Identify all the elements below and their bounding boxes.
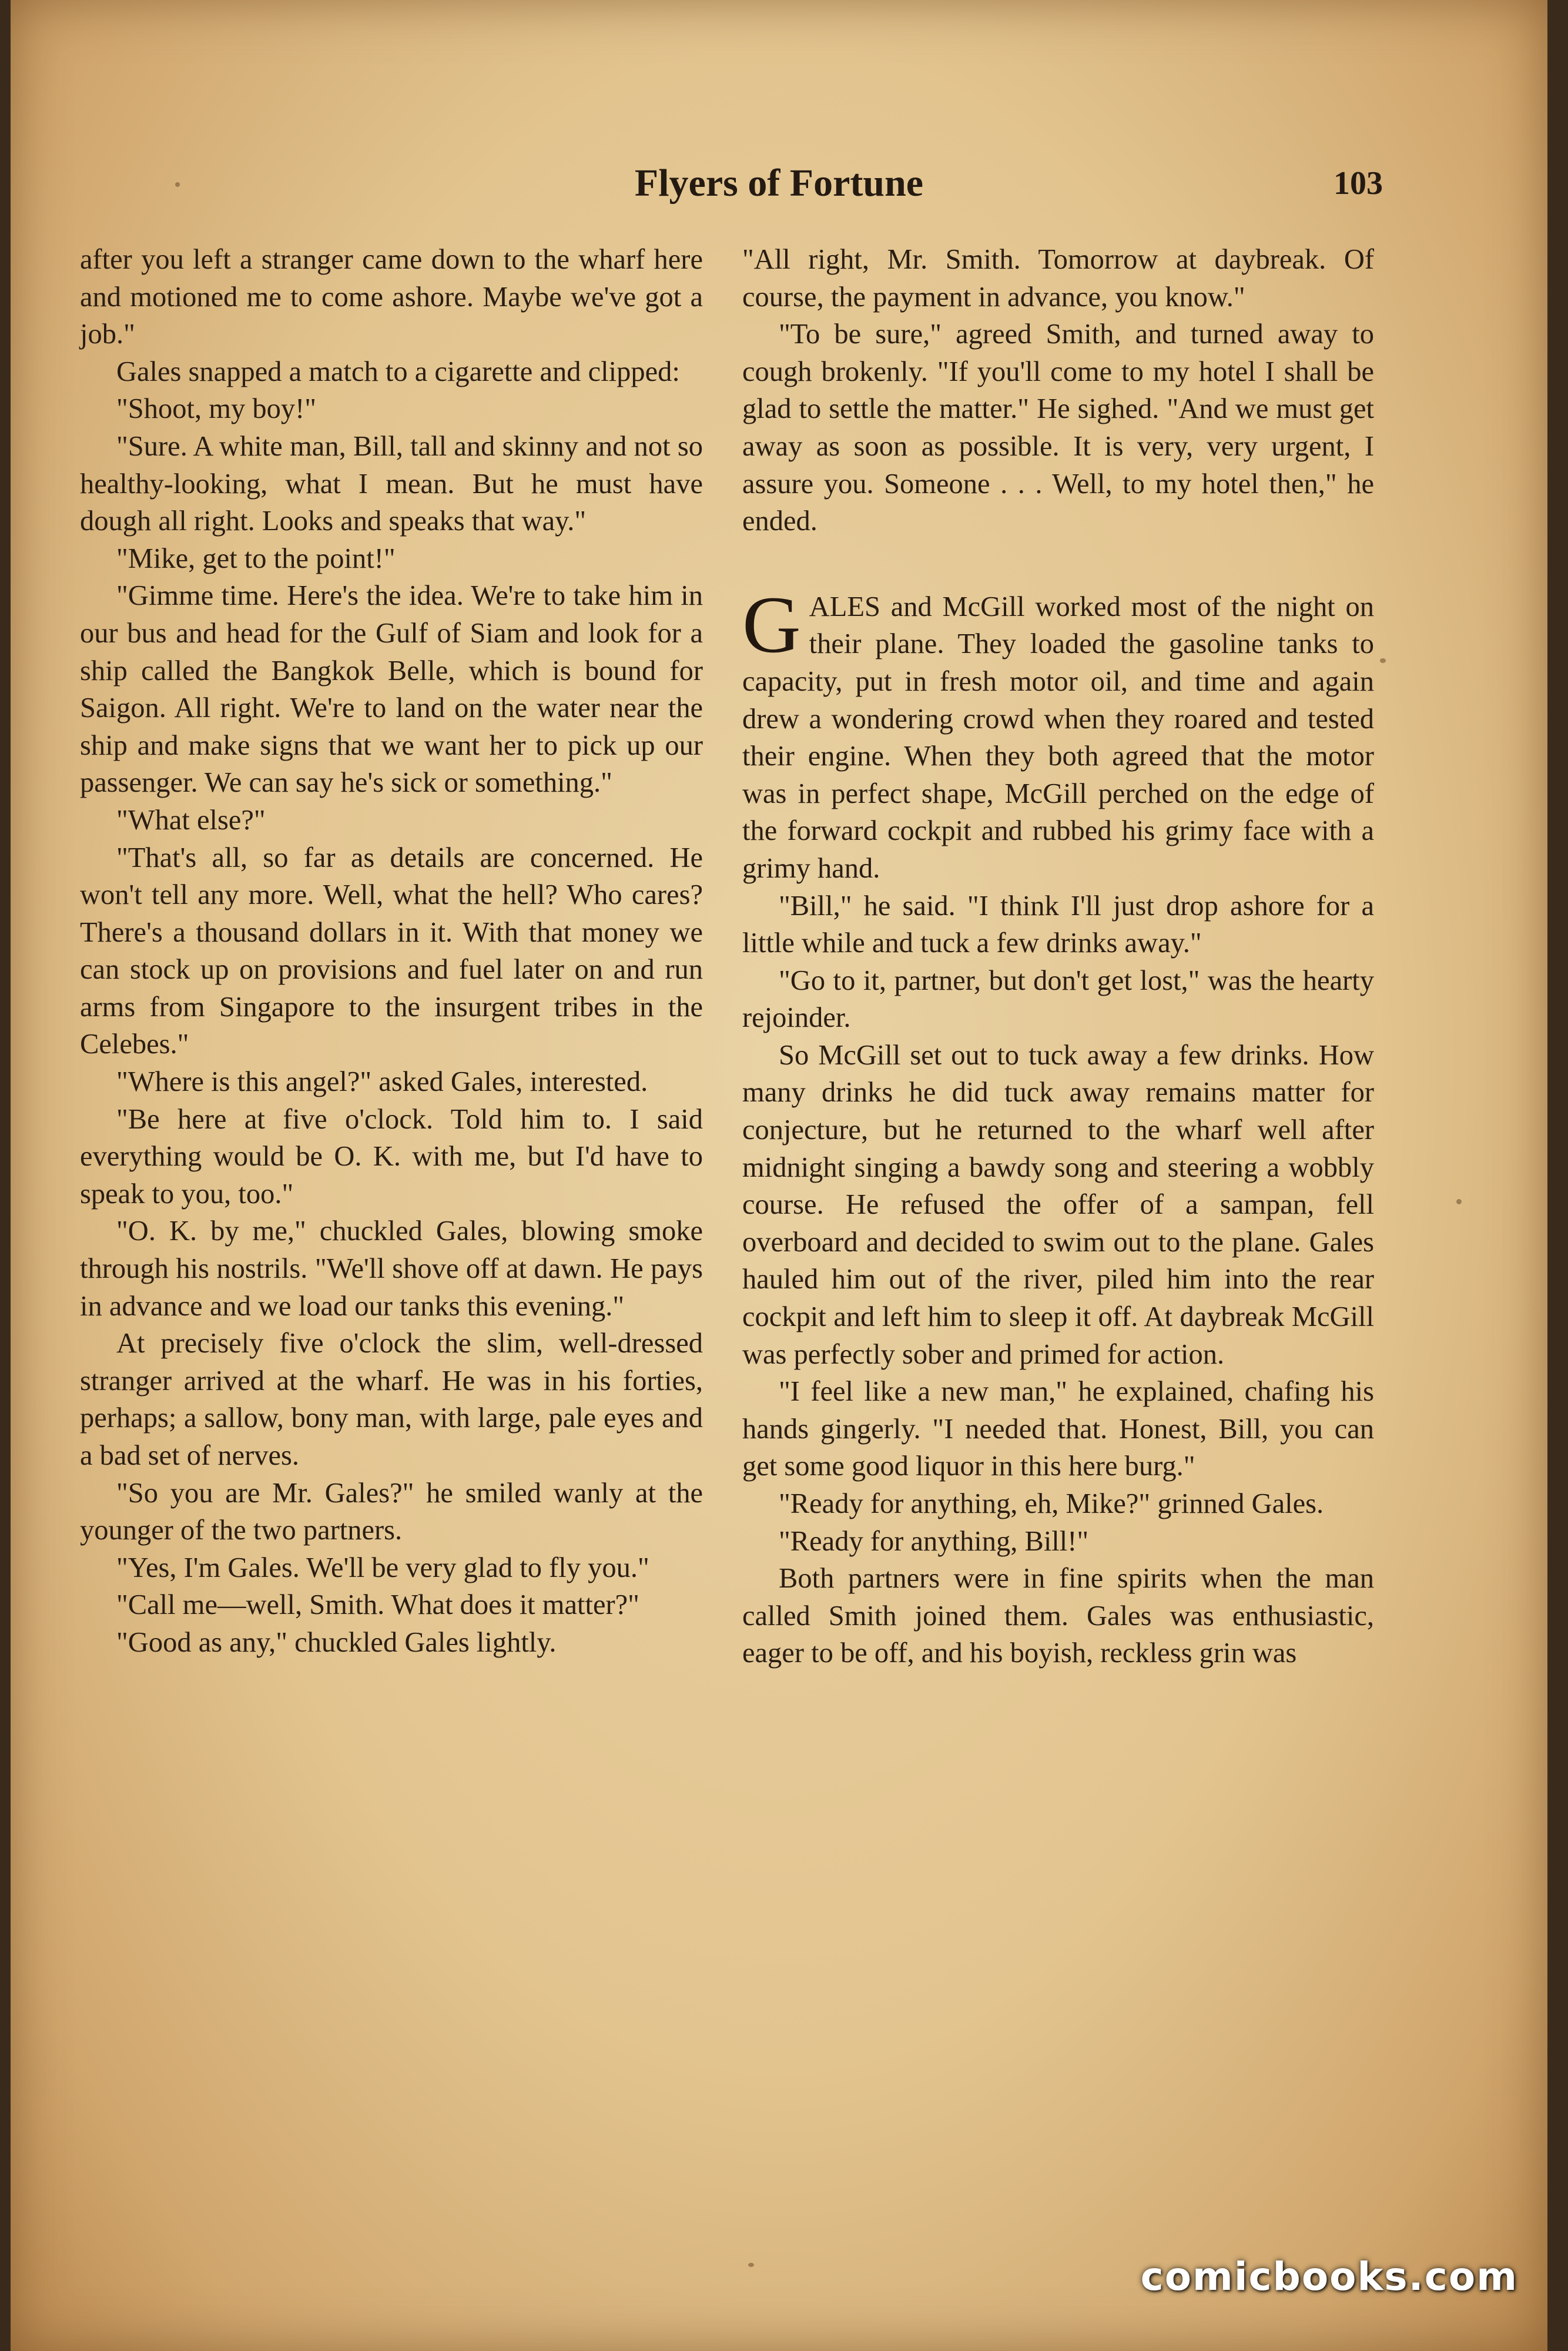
right-column	[742, 241, 1374, 1672]
paragraph: "Gimme time. Here's the idea. We're to take him in our bus and head for the Gulf of Siam and look for a ship called the Bangkok Belle, which is bound for Saigon. All right. We're to land on the water near the ship and make signs that we want her to pick up our passenger. We can say he's sick or something."	[80, 580, 703, 799]
paragraph: "I feel like a new man," he explained, chafing his hands gingerly. "I needed that. Honest, Bill, you can get some good liquor in this here burg."	[742, 1376, 1374, 1482]
paragraph: "Ready for anything, eh, Mike?" grinned Gales.	[779, 1488, 1324, 1519]
paragraph: "All right, Mr. Smith. Tomorrow at daybreak. Of course, the payment in advance, you know."	[742, 244, 1374, 313]
paper-speck	[1380, 658, 1386, 663]
paragraph: "So you are Mr. Gales?" he smiled wanly at the younger of the two partners.	[80, 1477, 703, 1546]
running-title: Flyers of Fortune	[634, 162, 924, 205]
section-break	[742, 540, 1374, 588]
paragraph: "What else?"	[116, 804, 266, 836]
paragraph: "To be sure," agreed Smith, and turned away to cough brokenly. "If you'll come to my hotel I shall be glad to settle the matter." He sighed. "And we must get away as soon as possible. It is very, very urgent, I assure you. Someone . . . Well, to my hotel then," he ended.	[742, 319, 1374, 537]
left-column	[80, 241, 703, 1662]
paragraph: "Sure. A white man, Bill, tall and skinny and not so healthy-looking, what I mean. But he must have dough all right. Looks and speaks that way."	[80, 430, 703, 537]
watermark: comicbooks.com	[1140, 2254, 1518, 2299]
paragraph: "Ready for anything, Bill!"	[779, 1525, 1089, 1557]
paragraph: "Where is this angel?" asked Gales, interested.	[116, 1066, 648, 1098]
paragraph: "Be here at five o'clock. Told him to. I said everything would be O. K. with me, but I'd have to speak to you, too."	[80, 1103, 703, 1210]
paragraph: At precisely five o'clock the slim, well-dressed stranger arrived at the wharf. He was in his forties, perhaps; a sallow, bony man, with large, pale eyes and a bad set of nerves.	[80, 1328, 703, 1471]
magazine-page	[11, 0, 1547, 2351]
section-opening-text: ALES and McGill worked most of the night on their plane. They loaded the gasoline tanks to capacity, put in fresh motor oil, and time and again drew a wondering crowd when they roared and tested their engine. When they both agreed that the motor was in perfect shape, McGill perched on the edge of the forward cockpit and rubbed his grimy face with a grimy hand.	[742, 591, 1374, 884]
page-number: 103	[1334, 165, 1383, 202]
paper-speck	[175, 182, 180, 187]
paper-speck	[1456, 1199, 1462, 1204]
paragraph: "Shoot, my boy!"	[116, 393, 317, 425]
paragraph: "Bill," he said. "I think I'll just drop ashore for a little while and tuck a few drinks away."	[742, 890, 1374, 959]
paragraph: Gales snapped a match to a cigarette and clipped:	[116, 356, 680, 387]
paragraph: Both partners were in fine spirits when the man called Smith joined them. Gales was enthusiastic, eager to be off, and his boyish, reckless grin was	[742, 1563, 1374, 1669]
paragraph: "Mike, get to the point!"	[116, 542, 396, 574]
paragraph: So McGill set out to tuck away a few drinks. How many drinks he did tuck away remains matter for conjecture, but he returned to the wharf well after midnight singing a bawdy song and steering a wobbly course. He refused the offer of a sampan, fell overboard and decided to swim out to the plane. Gales hauled him out of the river, piled him into the rear cockpit and left him to sleep it off. At daybreak McGill was perfectly sober and primed for action.	[742, 1039, 1374, 1370]
section-opening-paragraph	[742, 579, 1374, 888]
paragraph: "Good as any," chuckled Gales lightly.	[116, 1626, 557, 1658]
paragraph: "Yes, I'm Gales. We'll be very glad to fly you."	[116, 1552, 649, 1583]
paragraph: after you left a stranger came down to the wharf here and motioned me to come ashore. Maybe we've got a job."	[80, 244, 703, 350]
drop-cap: G	[742, 579, 801, 669]
paragraph: "That's all, so far as details are concerned. He won't tell any more. Well, what the hell? Who cares? There's a thousand dollars in it. With that money we can stock up on provisions and fuel later on and run arms from Singapore to the insurgent tribes in the Celebes."	[80, 842, 703, 1060]
paragraph: "Call me—well, Smith. What does it matter?"	[116, 1589, 639, 1621]
paragraph: "O. K. by me," chuckled Gales, blowing smoke through his nostrils. "We'll shove off at dawn. He pays in advance and we load our tanks this evening."	[80, 1215, 703, 1322]
paragraph: "Go to it, partner, but don't get lost," was the hearty rejoinder.	[742, 964, 1374, 1034]
paper-speck	[748, 2263, 754, 2267]
